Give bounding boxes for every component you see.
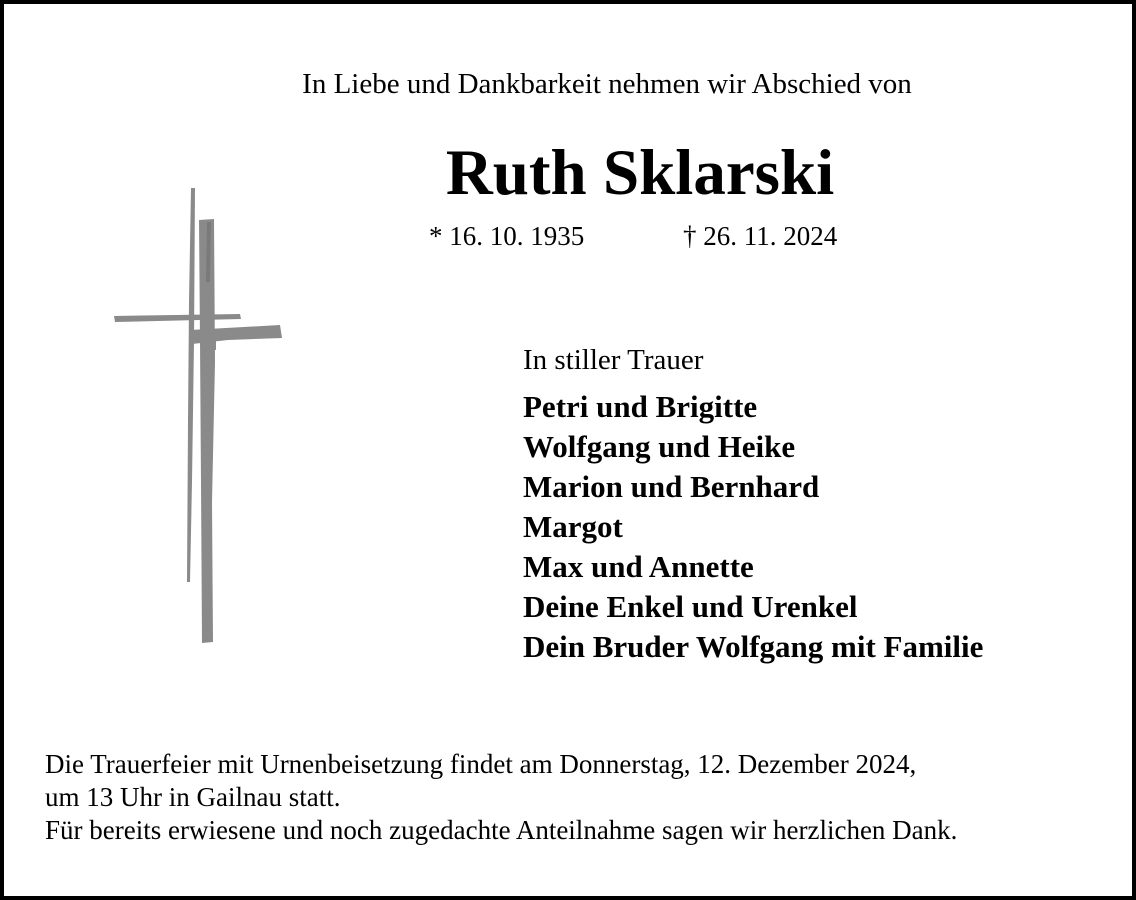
death-date: † 26. 11. 2024 [683,221,838,251]
birth-date: * 16. 10. 1935 [429,221,585,251]
thanks-line: Für bereits erwiesene und noch zugedachte Anteilnahme sagen wir herzlichen Dank. [45,815,958,845]
mourner-name: Wolfgang und Heike [523,429,796,464]
service-info [45,748,957,847]
mourners-list [523,387,983,667]
cross-icon [108,182,292,652]
deceased-name: Ruth Sklarski [445,137,835,209]
mourner-name: Max und Annette [523,549,754,584]
mourner-name: Dein Bruder Wolfgang mit Familie [523,629,984,664]
mourner-name: Margot [523,509,623,544]
mourner-name: Deine Enkel und Urenkel [523,589,858,624]
intro-line: In Liebe und Dankbarkeit nehmen wir Abschied von [302,68,912,100]
mourning-heading: In stiller Trauer [523,344,704,376]
service-info-line: um 13 Uhr in Gailnau statt. [45,782,341,812]
mourner-name: Marion und Bernhard [523,469,820,504]
service-info-line: Die Trauerfeier mit Urnenbeisetzung findet am Donnerstag, 12. Dezember 2024, [45,749,917,779]
mourner-name: Petri und Brigitte [523,389,758,424]
